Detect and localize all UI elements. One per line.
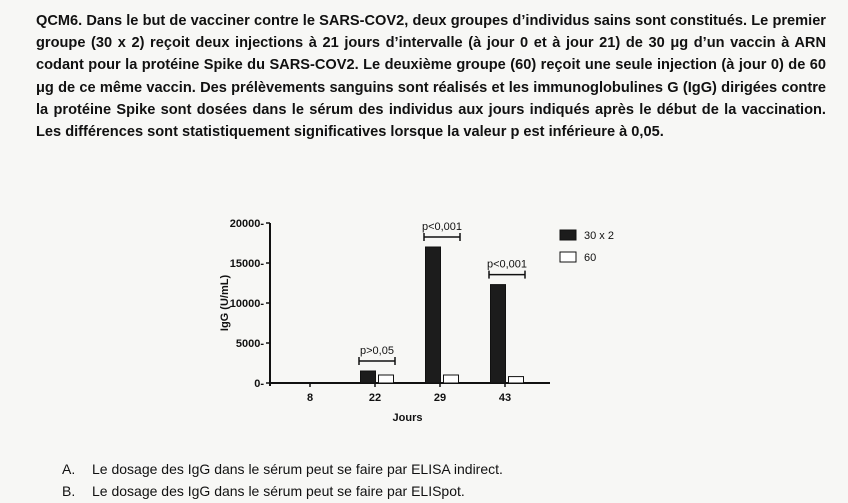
legend-swatch bbox=[560, 230, 576, 240]
y-tick-label: 5000- bbox=[235, 338, 264, 350]
answer-list bbox=[62, 458, 503, 502]
igg-bar-chart bbox=[210, 205, 750, 430]
x-axis-label: Jours bbox=[392, 412, 423, 424]
answer-b-letter: B. bbox=[62, 483, 76, 499]
bar-series2 bbox=[379, 375, 394, 383]
chart-svg bbox=[210, 205, 750, 430]
x-tick-label: 29 bbox=[433, 392, 447, 404]
bar-series1 bbox=[426, 247, 441, 383]
answer-b-text: Le dosage des IgG dans le sérum peut se faire par ELISpot. bbox=[92, 483, 465, 499]
p-value-label: p>0,05 bbox=[360, 345, 394, 357]
bar-series1 bbox=[361, 371, 376, 383]
answer-a[interactable] bbox=[62, 458, 503, 480]
x-tick-label: 8 bbox=[306, 392, 314, 404]
answer-a-letter: A. bbox=[62, 461, 76, 477]
bar-series2 bbox=[509, 377, 524, 383]
bar-series1 bbox=[491, 285, 506, 383]
y-axis-label: IgG (U/mL) bbox=[219, 274, 231, 332]
x-tick-label: 43 bbox=[498, 392, 512, 404]
answer-b[interactable] bbox=[62, 480, 503, 502]
y-tick-label: 20000- bbox=[229, 218, 264, 230]
legend-label: 30 x 2 bbox=[584, 230, 614, 242]
p-value-label: p<0,001 bbox=[486, 258, 528, 271]
y-tick-label: 15000- bbox=[229, 258, 264, 270]
y-tick-label: 0- bbox=[254, 378, 264, 390]
question-text: QCM6. Dans le but de vacciner contre le SARS-COV2, deux groupes d’individus sains sont constitués. Le premier groupe (30 x 2) reçoit deux injections à 21 jours d’intervalle (à jour 0 et à jour 21) de 30 μg d’un vaccin à ARN codant pour la protéine Spike du SARS-COV2. Le deuxième groupe (60) reçoit une seule injection (à jour 0) de 60 μg de ce même vaccin. Des prélèvements sanguins sont réalisés et les immunoglobulines G (IgG) dirigées contre la protéine Spike sont dosées dans le sérum des individus aux jours indiqués après le début de la vaccination. Les différences sont statistiquement significatives lorsque la valeur p est inférieure à 0,05. bbox=[36, 13, 826, 141]
x-tick-label: 22 bbox=[368, 392, 382, 404]
legend-label: 60 bbox=[584, 252, 597, 264]
answer-a-text: Le dosage des IgG dans le sérum peut se faire par ELISA indirect. bbox=[92, 461, 503, 477]
legend-swatch bbox=[560, 252, 576, 262]
bar-series2 bbox=[444, 375, 459, 383]
y-tick-label: 10000- bbox=[229, 298, 264, 310]
p-value-label: p<0,001 bbox=[421, 221, 463, 233]
